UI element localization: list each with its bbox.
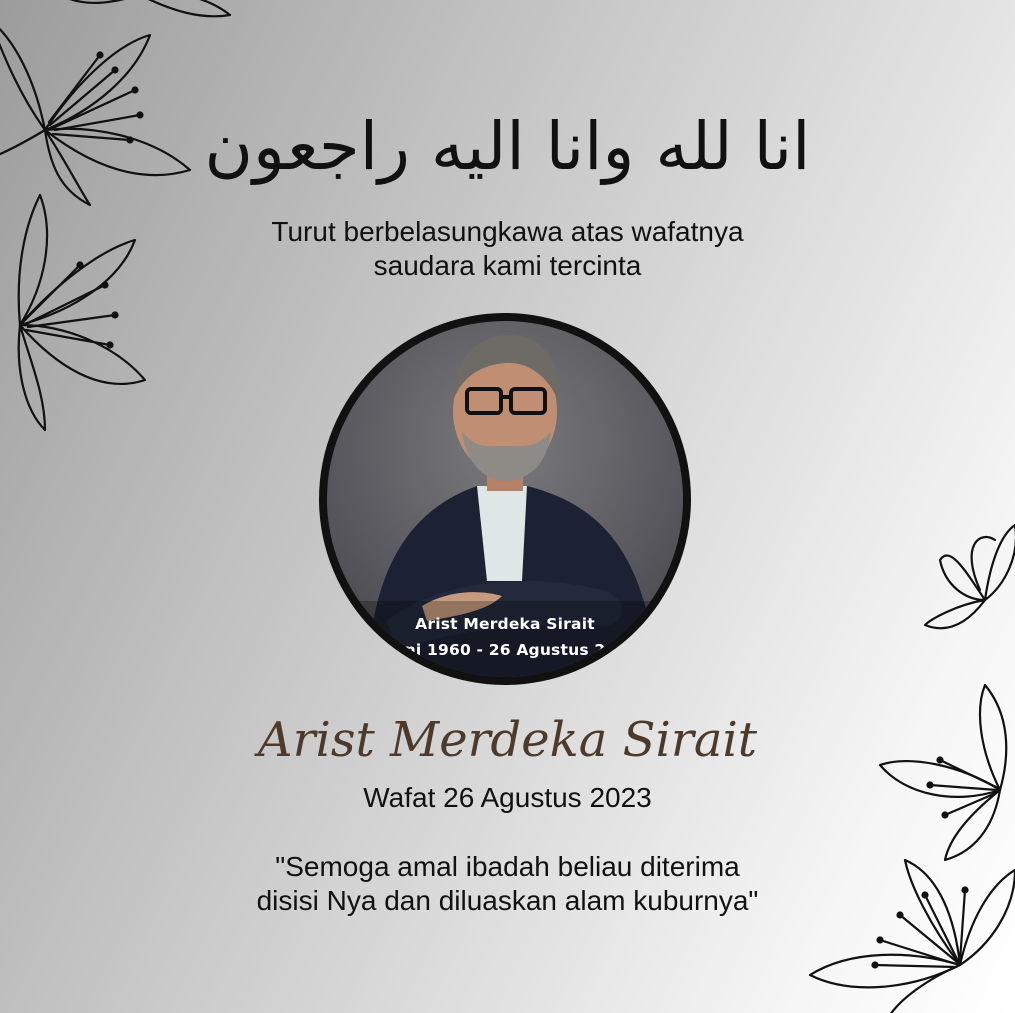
prayer-line-2: disisi Nya dan diluaskan alam kuburnya" <box>256 885 759 916</box>
portrait-photo <box>327 321 683 677</box>
prayer-text <box>0 850 1015 918</box>
prayer-line-1: "Semoga amal ibadah beliau diterima <box>275 851 740 882</box>
deceased-name: Arist Merdeka Sirait <box>257 712 758 768</box>
condolence-line-1: Turut berbelasungkawa atas wafatnya <box>271 216 744 247</box>
condolence-line-2: saudara kami tercinta <box>373 250 642 281</box>
portrait-frame <box>319 313 691 685</box>
death-date: Wafat 26 Agustus 2023 <box>363 782 652 813</box>
condolence-text <box>0 215 1015 283</box>
arabic-heading: انا لله وانا اليه راجعون <box>204 108 811 185</box>
photo-caption-name: Arist Merdeka Sirait <box>415 615 595 633</box>
photo-caption-dates: ni 1960 - 26 Agustus 2 <box>404 641 606 659</box>
